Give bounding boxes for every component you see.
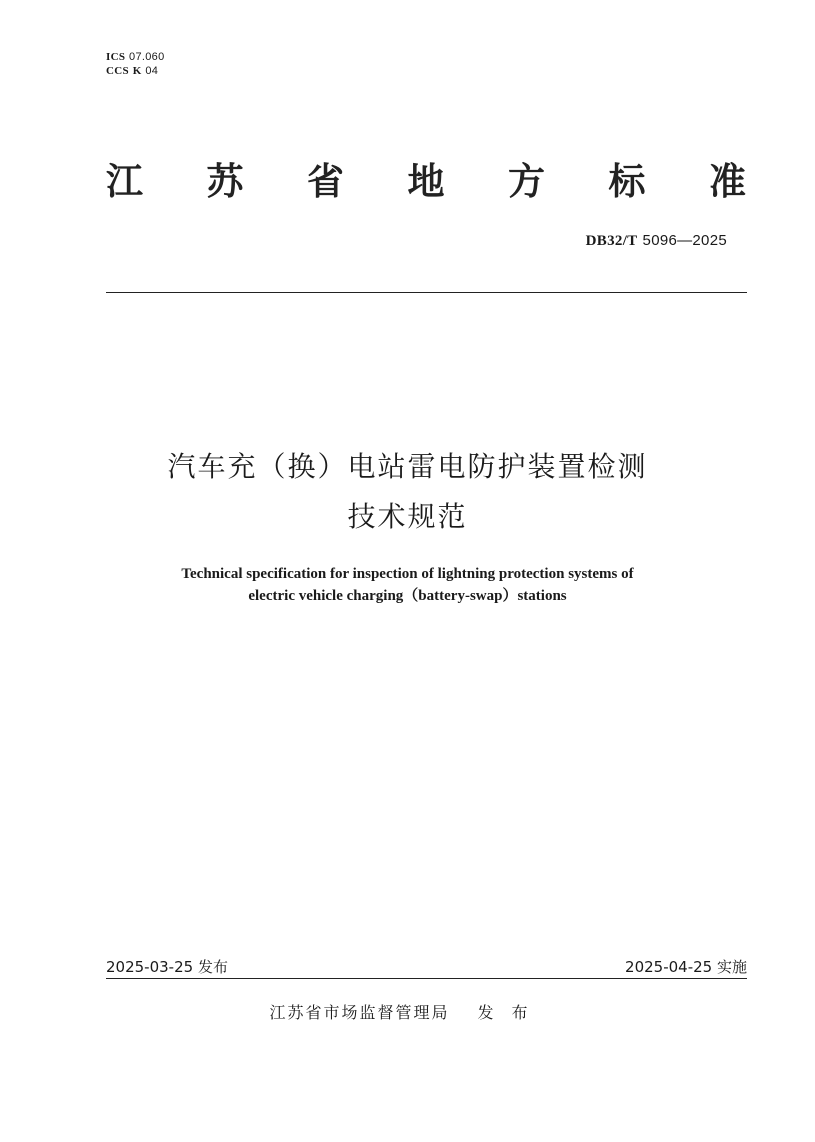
ics-code — [106, 50, 165, 64]
top-divider — [106, 292, 747, 293]
standard-type-char: 准 — [709, 160, 746, 203]
standard-type-char: 地 — [407, 160, 445, 203]
chinese-title — [0, 442, 815, 542]
standard-number-digits: 5096—2025 — [642, 232, 727, 249]
publish-action: 发布 — [477, 1003, 546, 1022]
english-title-line-1: Technical specification for inspection of lightning protection systems of — [181, 566, 634, 582]
chinese-title-line-1: 汽车充（换）电站雷电防护装置检测 — [167, 450, 648, 483]
standard-type-char: 江 — [106, 160, 143, 203]
chinese-title-line-2: 技术规范 — [347, 500, 468, 533]
standard-type-char: 苏 — [206, 160, 244, 203]
standard-number — [586, 231, 727, 250]
ics-label: ICS — [106, 51, 126, 63]
english-title — [0, 563, 815, 607]
implementation-date: 2025-04-25 实施 — [625, 958, 747, 976]
bottom-divider — [106, 978, 747, 979]
english-title-line-2: electric vehicle charging（battery-swap）stations — [248, 588, 567, 604]
standard-type-char: 标 — [608, 160, 646, 203]
standard-type-char: 方 — [508, 160, 545, 203]
ccs-value: 04 — [145, 65, 159, 77]
ccs-label: CCS — [106, 65, 129, 77]
publisher-line — [0, 1002, 815, 1024]
issue-date: 2025-03-25 发布 — [106, 958, 228, 976]
standard-number-prefix: DB32/T — [585, 233, 638, 249]
standard-type-char: 省 — [307, 160, 344, 203]
ccs-code — [106, 64, 165, 78]
standard-type-heading — [106, 160, 746, 204]
ccs-letter: K — [132, 65, 142, 77]
date-row — [106, 957, 747, 977]
classification-codes — [106, 50, 165, 78]
ics-value: 07.060 — [129, 51, 165, 63]
publisher-name: 江苏省市场监督管理局 — [269, 1003, 450, 1022]
